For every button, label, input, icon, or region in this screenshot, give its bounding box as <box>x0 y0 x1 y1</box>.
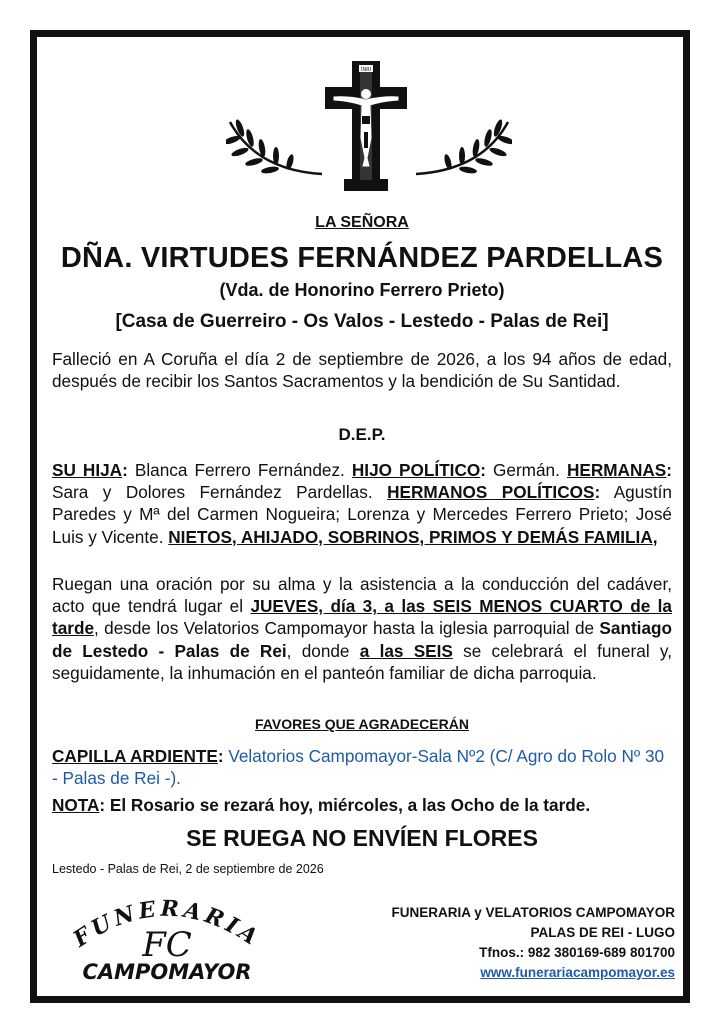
ceremony-middle: , desde los Velatorios Campomayor hasta la iglesia parroquial de <box>94 618 600 639</box>
ceremony-middle2: , donde <box>286 640 360 661</box>
logo-name: CAMPOMAYOR <box>82 960 252 984</box>
nietos-label: NIETOS, AHIJADO, SOBRINOS, PRIMOS Y DEMÁS FAMILIA <box>168 526 653 547</box>
hija-label: SU HIJA <box>52 460 123 480</box>
deceased-name: DÑA. VIRTUDES FERNÁNDEZ PARDELLAS <box>60 242 664 274</box>
capilla-label: CAPILLA ARDIENTE <box>52 746 218 766</box>
ceremony-paragraph <box>52 573 672 684</box>
no-flowers: SE RUEGA NO ENVÍEN FLORES <box>186 825 538 851</box>
nota-value: El Rosario se rezará hoy, miércoles, a las Ocho de la tarde. <box>109 795 591 815</box>
capilla-value: Velatorios Campomayor-Sala Nº2 (C/ Agro do Rolo Nº 30 - Palas de Rei -). <box>52 746 665 789</box>
ceremony-day-time: JUEVES, día 3, a las SEIS MENOS CUARTO de la tarde <box>52 596 672 639</box>
nota-label: NOTA <box>52 795 100 815</box>
family-paragraph: SU HIJA: Blanca Ferrero Fernández. HIJO POLÍTICO: Germán. HERMANAS: Sara y Dolores Fernández Pardellas. HERMANOS POLÍTICOS: Agustín Paredes y Mª del Carmen Nogueira; Lorenza y Mercedes Ferrero Prieto; José Luis y Vicente. NIETOS, AHIJADO, SOBRINOS, PRIMOS Y DEMÁS FAMILIA, <box>52 460 672 547</box>
funeraria-logo <box>52 890 282 985</box>
favores: FAVORES QUE AGRADECERÁN <box>255 716 469 732</box>
address: [Casa de Guerreiro - Os Valos - Lestedo - Palas de Rei] <box>115 311 609 332</box>
crucifix-icon <box>320 58 412 194</box>
logo-monogram: FC <box>142 925 192 965</box>
funeral-home-name: FUNERARIA y VELATORIOS CAMPOMAYOR <box>391 905 675 920</box>
hija-value: Blanca Ferrero Fernández. <box>127 460 352 480</box>
laurel-right-icon <box>412 118 512 178</box>
funeral-home-info <box>330 903 675 983</box>
ceremony-ending: se celebrará el funeral y, seguidamente, la inhumación en el panteón familiar de dicha parroquia. <box>52 640 672 683</box>
place-date: Lestedo - Palas de Rei, 2 de septiembre de 2026 <box>52 862 324 876</box>
laurel-left-icon <box>226 118 326 178</box>
logo-graphic <box>52 890 282 985</box>
funeral-time: a las SEIS <box>359 640 453 661</box>
ceremony-church: Santiago de Lestedo - Palas de Rei <box>52 618 672 661</box>
funeral-home-location: PALAS DE REI - LUGO <box>530 925 675 940</box>
title-prefix: LA SEÑORA <box>315 214 409 231</box>
death-notice: Falleció en A Coruña el día 2 de septiembre de 2026, a los 94 años de edad, después de recibir los Santos Sacramentos y la bendición de Su Santidad. <box>52 349 672 392</box>
ceremony-intro: Ruegan una oración por su alma y la asistencia a la conducción del cadáver, acto que tendrá lugar el <box>52 574 672 617</box>
hijo-politico-label: HIJO POLÍTICO <box>351 460 481 480</box>
website-link[interactable]: www.funerariacampomayor.es <box>480 965 675 980</box>
logo-arc-text: FUNERARIA <box>68 895 266 953</box>
hermanas-label: HERMANAS <box>566 460 667 480</box>
nota-paragraph: NOTA: El Rosario se rezará hoy, miércoles, a las Ocho de la tarde. <box>52 795 591 815</box>
hermanas-value: Sara y Dolores Fernández Pardellas. <box>52 482 388 503</box>
dep: D.E.P. <box>338 425 386 444</box>
capilla-paragraph: CAPILLA ARDIENTE: Velatorios Campomayor-Sala Nº2 (C/ Agro do Rolo Nº 30 - Palas de Rei -). <box>52 746 665 789</box>
hermanos-politicos-label: HERMANOS POLÍTICOS <box>387 482 595 503</box>
hermanos-politicos-value: Agustín Paredes y Mª del Carmen Nogueira; Lorenza y Mercedes Ferrero Prieto; José Luis y Vicente. <box>52 482 672 547</box>
funeral-home-phones: Tfnos.: 982 380169-689 801700 <box>479 945 675 960</box>
widow-of: (Vda. de Honorino Ferrero Prieto) <box>219 280 505 300</box>
inri-text: INRI <box>360 67 372 73</box>
hijo-politico-value: Germán. <box>485 460 567 480</box>
